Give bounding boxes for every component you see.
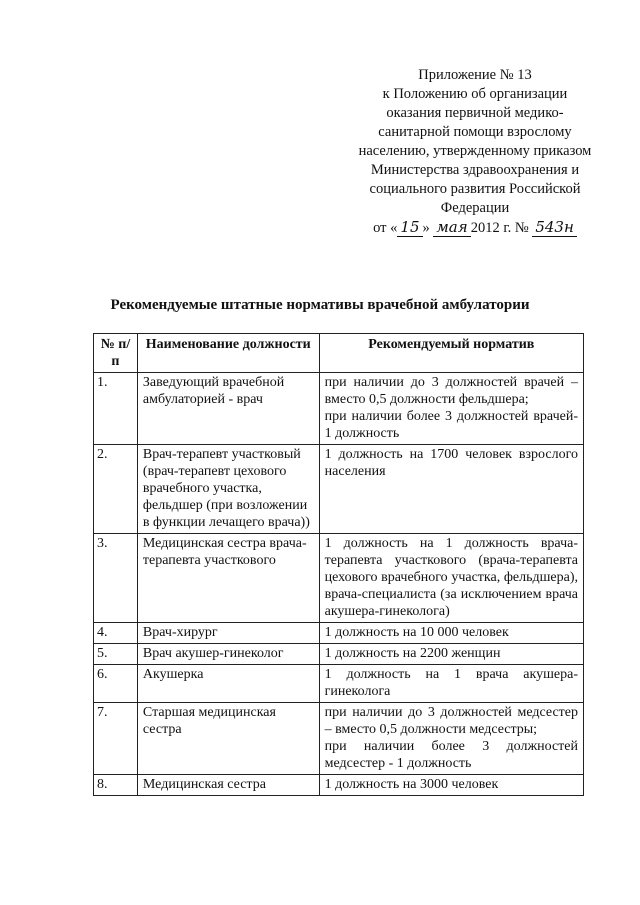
row-number: 7. — [94, 703, 138, 775]
row-norm — [319, 775, 583, 796]
date-prefix: от « — [373, 220, 398, 236]
row-norm — [319, 534, 583, 623]
row-norm — [319, 623, 583, 644]
row-position: Медицинская сестра — [137, 775, 319, 796]
row-number: 8. — [94, 775, 138, 796]
date-mid: » — [422, 220, 430, 236]
norm-paragraph: 1 должность на 2200 женщин — [324, 646, 501, 661]
norm-paragraph: при наличии более 3 должностей врачей- 1 должность — [324, 409, 578, 441]
handwritten-month: мая — [433, 218, 470, 237]
table-row — [94, 623, 584, 644]
header-line: Приложение № 13 — [418, 67, 532, 83]
row-norm — [319, 703, 583, 775]
row-number: 3. — [94, 534, 138, 623]
handwritten-day: 15 — [397, 218, 422, 237]
table-row — [94, 775, 584, 796]
row-number: 1. — [94, 373, 138, 445]
header-number: № п/п — [94, 334, 138, 373]
table-header-row — [94, 334, 584, 373]
table-row — [94, 703, 584, 775]
row-position: Акушерка — [137, 665, 319, 703]
norm-paragraph: при наличии до 3 должностей медсестер – вместо 0,5 должности медсестры; — [324, 705, 578, 737]
norm-paragraph: 1 должность на 1 должность врача-терапевта участкового (врача-терапевта цехового врачебного участка, фельдшера), врача-специалиста (за исключением врача акушера-гинеколога) — [324, 536, 578, 619]
handwritten-order-number: 543н — [532, 218, 577, 237]
row-position: Врач акушер-гинеколог — [137, 644, 319, 665]
norm-paragraph: 1 должность на 10 000 человек — [324, 625, 509, 640]
table-row — [94, 534, 584, 623]
row-position: Медицинская сестра врача-терапевта участкового — [137, 534, 319, 623]
row-number: 4. — [94, 623, 138, 644]
row-position: Врач-хирург — [137, 623, 319, 644]
document-title: Рекомендуемые штатные нормативы врачебной амбулатории — [110, 297, 530, 313]
row-position: Старшая медицинская сестра — [137, 703, 319, 775]
row-norm — [319, 373, 583, 445]
row-number: 5. — [94, 644, 138, 665]
table-row — [94, 373, 584, 445]
header-position: Наименование должности — [137, 334, 319, 373]
row-norm — [319, 665, 583, 703]
norm-paragraph: при наличии более 3 должностей медсестер - 1 должность — [324, 739, 578, 771]
row-position: Заведующий врачебной амбулаторией - врач — [137, 373, 319, 445]
header-line: социального развития Российской — [369, 181, 581, 197]
table-row — [94, 445, 584, 534]
norm-paragraph: 1 должность на 1700 человек взрослого населения — [324, 447, 578, 479]
header-line: к Положению об организации — [382, 86, 568, 102]
header-line: населению, утвержденному приказом — [358, 143, 592, 159]
norm-paragraph: при наличии до 3 должностей врачей – вместо 0,5 должности фельдшера; — [324, 375, 578, 407]
order-date-line — [350, 218, 600, 238]
row-number: 2. — [94, 445, 138, 534]
table-row — [94, 665, 584, 703]
row-number: 6. — [94, 665, 138, 703]
norm-paragraph: 1 должность на 3000 человек — [324, 777, 499, 792]
row-position: Врач-терапевт участковый (врач-терапевт цехового врачебного участка, фельдшер (при возложении в функции лечащего врача)) — [137, 445, 319, 534]
row-norm — [319, 644, 583, 665]
appendix-header — [350, 66, 600, 238]
header-norm: Рекомендуемый норматив — [319, 334, 583, 373]
header-line: санитарной помощи взрослому — [378, 124, 572, 140]
header-line: Федерации — [440, 200, 510, 216]
table-row — [94, 644, 584, 665]
row-norm — [319, 445, 583, 534]
header-line: Министерства здравоохранения и — [370, 162, 580, 178]
norm-paragraph: 1 должность на 1 врача акушера-гинеколога — [324, 667, 578, 699]
year-text: 2012 г. № — [470, 220, 529, 236]
header-line: оказания первичной медико- — [386, 105, 564, 121]
staffing-table — [93, 333, 584, 796]
